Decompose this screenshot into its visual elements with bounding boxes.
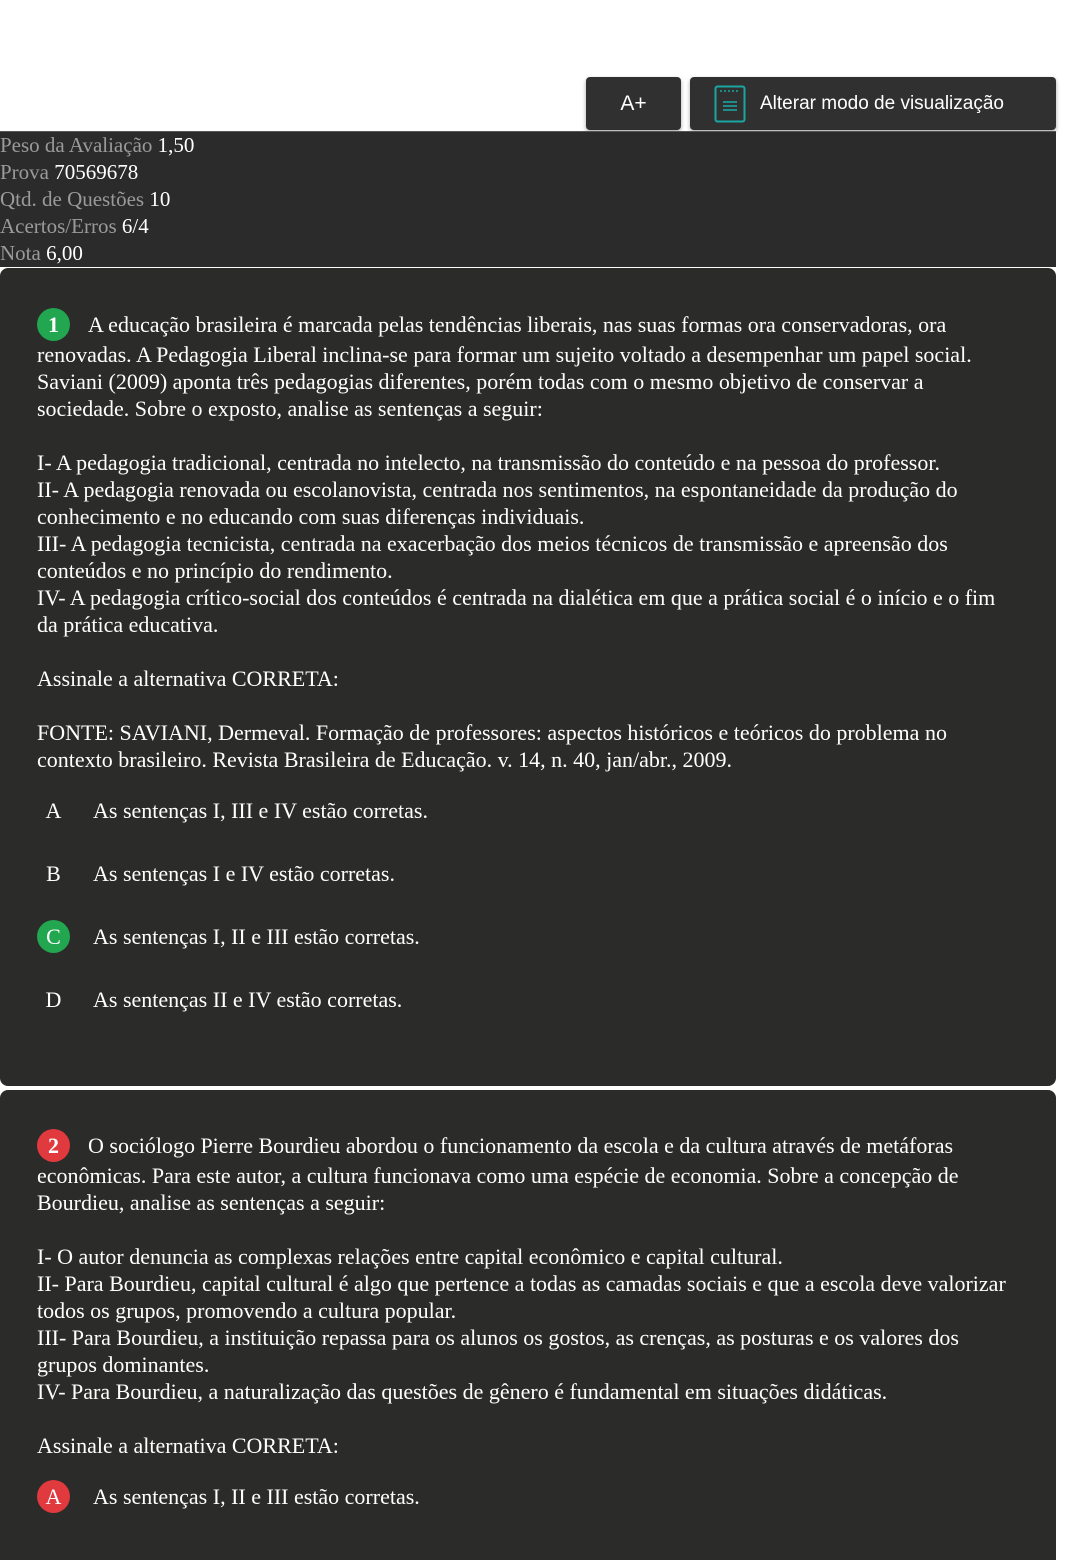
statement: I- O autor denuncia as complexas relações entre capital econômico e capital cultural. [37, 1244, 783, 1269]
summary-row-exam: Prova 70569678 [0, 160, 139, 184]
question-source: FONTE: SAVIANI, Dermeval. Formação de professores: aspectos históricos e teóricos do problema no contexto brasileiro. Revista Brasileira de Educação. v. 14, n. 40, jan/abr., 2009. [37, 720, 947, 772]
answer-option-a[interactable] [37, 779, 1016, 842]
option-letter: A [45, 798, 62, 823]
option-text: As sentenças I e IV estão corretas. [93, 861, 395, 886]
answer-option-d[interactable] [37, 968, 1016, 1031]
option-text: As sentenças I, III e IV estão corretas. [93, 798, 428, 823]
answer-option-a[interactable] [37, 1465, 1016, 1528]
view-mode-label: Alterar modo de visualização [760, 92, 1004, 114]
summary-row-question-count: Qtd. de Questões 10 [0, 187, 171, 211]
exam-summary [0, 131, 1056, 267]
document-icon [714, 85, 746, 123]
answer-option-c[interactable] [37, 905, 1016, 968]
option-text: As sentenças I, II e III estão corretas. [93, 924, 420, 949]
option-letter-wrong: A [37, 1480, 70, 1513]
option-letter-correct: C [37, 920, 70, 953]
statement: III- Para Bourdieu, a instituição repassa para os alunos os gostos, as crenças, as posturas e os valores dos grupos dominantes. [37, 1325, 959, 1377]
answer-options [37, 1465, 1016, 1528]
statement: II- Para Bourdieu, capital cultural é algo que pertence a todas as camadas sociais e que a escola deve valorizar todos os grupos, promovendo a cultura popular. [37, 1271, 1006, 1323]
statement: IV- Para Bourdieu, a naturalização das questões de gênero é fundamental em situações didáticas. [37, 1379, 888, 1404]
change-view-mode-button[interactable] [690, 77, 1056, 130]
option-text: As sentenças I, II e III estão corretas. [93, 1484, 420, 1509]
option-text: As sentenças II e IV estão corretas. [93, 987, 403, 1012]
answer-options [37, 779, 1016, 1031]
font-size-label: A+ [620, 91, 647, 115]
question-prompt: Assinale a alternativa CORRETA: [37, 666, 339, 691]
option-letter: B [46, 861, 61, 886]
statement: IV- A pedagogia crítico-social dos conteúdos é centrada na dialética em que a prática social é o início e o fim da prática educativa. [37, 585, 996, 637]
question-number-badge: 2 [37, 1129, 70, 1162]
question-text: 1 A educação brasileira é marcada pelas tendências liberais, nas suas formas ora conservadoras, ora renovadas. A Pedagogia Liberal inclina-se para formar um sujeito voltado a desempenhar um papel social. Saviani (2009) aponta três pedagogias diferentes, porém todas com o mesmo objetivo de conservar a sociedade. Sobre o exposto, analise as sentenças a seguir: [37, 308, 1016, 422]
question-prompt: Assinale a alternativa CORRETA: [37, 1433, 339, 1458]
font-size-increase-button[interactable] [586, 77, 681, 130]
statement: III- A pedagogia tecnicista, centrada na exacerbação dos meios técnicos de transmissão e apreensão dos conteúdos e no princípio do rendimento. [37, 531, 948, 583]
question-text: 2 O sociólogo Pierre Bourdieu abordou o funcionamento da escola e da cultura através de metáforas econômicas. Para este autor, a cultura funcionava como uma espécie de economia. Sobre a concepção de Bourdieu, analise as sentenças a seguir: [37, 1129, 1016, 1216]
summary-row-hits-misses: Acertos/Erros 6/4 [0, 214, 149, 238]
option-letter: D [45, 987, 62, 1012]
statement: I- A pedagogia tradicional, centrada no intelecto, na transmissão do conteúdo e na pessoa do professor. [37, 450, 940, 475]
summary-row-weight: Peso da Avaliação 1,50 [0, 133, 195, 157]
statement-list [37, 449, 1016, 638]
statement: II- A pedagogia renovada ou escolanovista, centrada nos sentimentos, na espontaneidade da produção do conhecimento e no educando com suas diferenças individuais. [37, 477, 958, 529]
summary-row-grade: Nota 6,00 [0, 241, 83, 265]
answer-option-b[interactable] [37, 842, 1016, 905]
statement-list [37, 1243, 1016, 1405]
question-card-2 [0, 1090, 1056, 1560]
question-number-badge: 1 [37, 308, 70, 341]
question-card-1 [0, 268, 1056, 1086]
